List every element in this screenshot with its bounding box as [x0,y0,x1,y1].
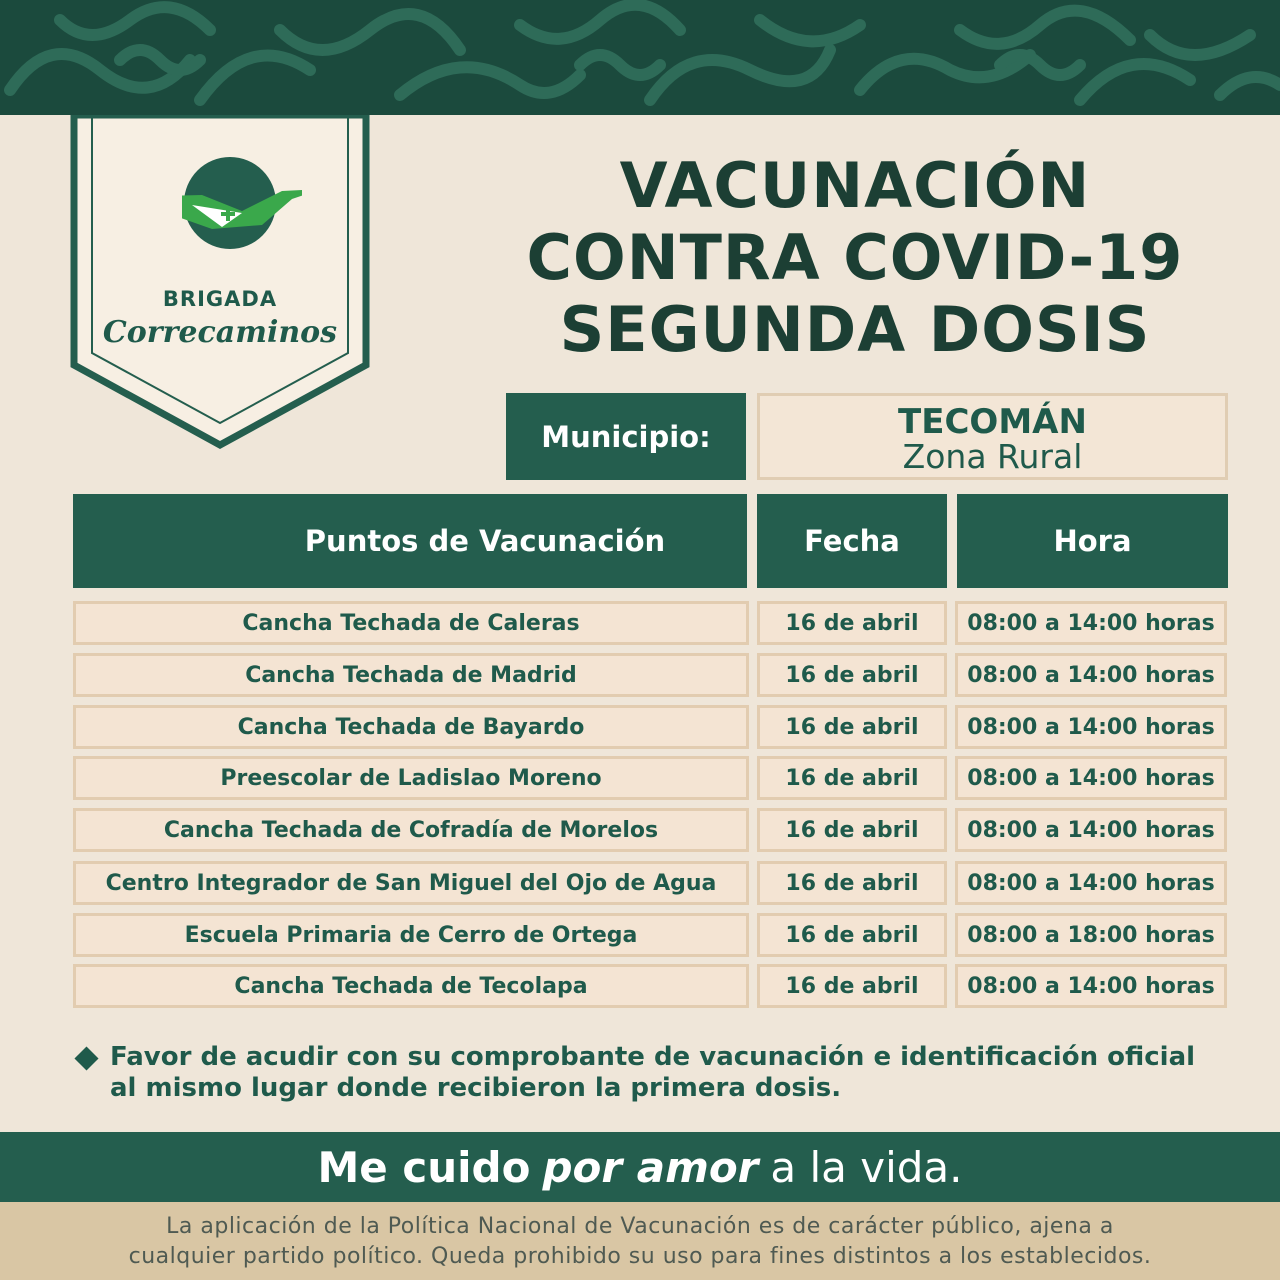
row-date: 16 de abril [757,756,947,800]
row-date: 16 de abril [757,964,947,1008]
row-place: Centro Integrador de San Miguel del Ojo de Agua [73,861,749,905]
row-date: 16 de abril [757,913,947,957]
row-place: Cancha Techada de Cofradía de Morelos [73,808,749,852]
table-row [0,808,1280,852]
brand-line1: BRIGADA [162,287,278,311]
municipio-zone: Zona Rural [902,437,1083,476]
brigada-badge [70,115,370,445]
note-block [78,1042,1228,1104]
table-row [0,913,1280,957]
municipio-value [757,393,1228,480]
table-row [0,756,1280,800]
title-line1: VACUNACIÓN [619,149,1091,222]
pattern-decoration [0,0,1280,115]
note-line2: al mismo lugar donde recibieron la primera dosis. [110,1073,842,1103]
row-place: Cancha Techada de Bayardo [73,705,749,749]
municipio-label: Municipio: [506,393,746,480]
correcaminos-logo-icon [182,155,302,275]
slogan-band [0,1132,1280,1202]
table-row [0,861,1280,905]
row-time: 08:00 a 14:00 horas [955,601,1227,645]
row-place: Cancha Techada de Caleras [73,601,749,645]
page-title [500,150,1210,366]
row-time: 08:00 a 14:00 horas [955,808,1227,852]
disclaimer [0,1202,1280,1280]
row-time: 08:00 a 14:00 horas [955,964,1227,1008]
row-date: 16 de abril [757,705,947,749]
note-line1: Favor de acudir con su comprobante de vacunación e identificación oficial [110,1042,1196,1072]
row-time: 08:00 a 14:00 horas [955,861,1227,905]
row-date: 16 de abril [757,653,947,697]
table-row [0,705,1280,749]
top-pattern-band [0,0,1280,115]
header-fecha: Fecha [757,494,947,588]
slogan-part2: por amor [542,1142,759,1192]
slogan-part1: Me cuido [317,1142,531,1192]
row-time: 08:00 a 14:00 horas [955,756,1227,800]
row-place: Preescolar de Ladislao Moreno [73,756,749,800]
row-time: 08:00 a 14:00 horas [955,705,1227,749]
disclaimer-line1: La aplicación de la Política Nacional de Vacunación es de carácter público, ajena a [166,1214,1114,1239]
row-place: Cancha Techada de Madrid [73,653,749,697]
header-puntos: Puntos de Vacunación [73,494,747,588]
slogan-part3: a la vida. [770,1142,963,1192]
title-line2: CONTRA COVID-19 [526,221,1184,294]
row-date: 16 de abril [757,808,947,852]
row-time: 08:00 a 14:00 horas [955,653,1227,697]
table-row [0,601,1280,645]
table-row [0,964,1280,1008]
brand-line2: Correcaminos [102,315,338,350]
row-place: Escuela Primaria de Cerro de Ortega [73,913,749,957]
municipio-name: TECOMÁN [898,402,1087,442]
row-place: Cancha Techada de Tecolapa [73,964,749,1008]
row-time: 08:00 a 18:00 horas [955,913,1227,957]
header-hora: Hora [957,494,1228,588]
title-line3: SEGUNDA DOSIS [559,293,1151,366]
table-row [0,653,1280,697]
row-date: 16 de abril [757,861,947,905]
row-date: 16 de abril [757,601,947,645]
disclaimer-line2: cualquier partido político. Queda prohibido su uso para fines distintos a los establecidos. [128,1244,1152,1269]
